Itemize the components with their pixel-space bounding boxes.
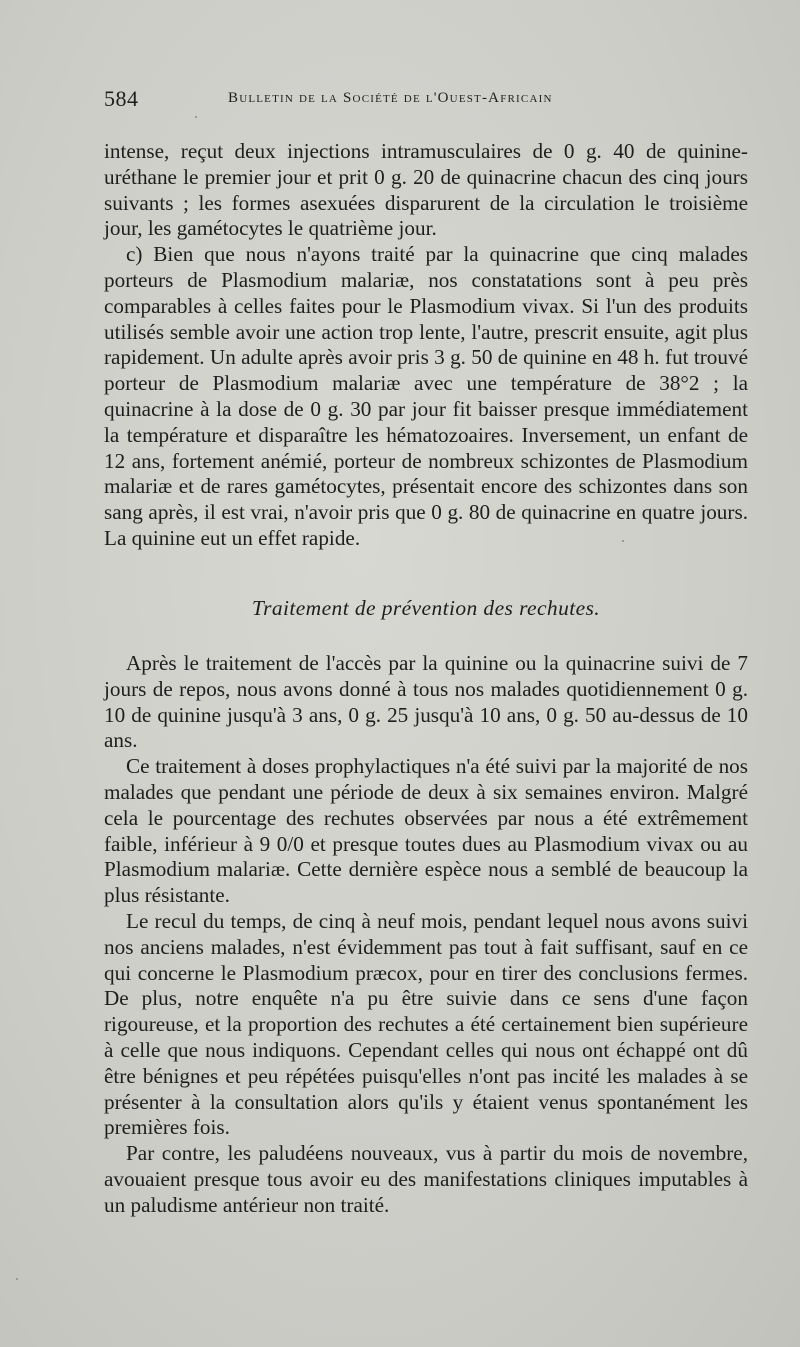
paragraph-treatment-after-access: Après le traitement de l'accès par la quinine ou la quinacrine suivi de 7 jours de repos, nous avons donné à tous nos malades quotidiennement 0 g. 10 de quinine jusqu'à 3 ans, 0 g. 25 jusqu'à 10 ans, 0 g. 50 au-dessus de 10 ans. — [104, 651, 748, 753]
paragraph-prophylactic-doses: Ce traitement à doses prophylactiques n'a été suivi par la majorité de nos malades que pendant une période de deux à six semaines environ. Malgré cela le pourcentage des rechutes observées par nous a été extrêmement faible, inférieur à 9 0/0 et presque toutes dues au Plasmodium vivax ou au Plasmodium malariæ. Cette dernière espèce nous a semblé de beaucoup la plus résistante. — [104, 754, 748, 908]
body-text-bottom — [104, 651, 748, 1219]
page-number: 584 — [104, 86, 139, 111]
paragraph-continued: intense, reçut deux injections intramusculaires de 0 g. 40 de quinine-uréthane le premier jour et prit 0 g. 20 de quinacrine chacun des cinq jours suivants ; les formes asexuées disparurent de la circulation le troisième jour, les gamétocytes le quatrième jour. — [104, 139, 748, 241]
paragraph-new-patients: Par contre, les paludéens nouveaux, vus à partir du mois de novembre, avouaient presque tous avoir eu des manifestations cliniques imputables à un paludisme antérieur non traité. — [104, 1141, 748, 1217]
journal-title: Bulletin de la Société de l'Ouest-Africain — [228, 90, 553, 106]
section-heading: Traitement de prévention des rechutes. — [251, 596, 601, 620]
paper-speck — [622, 540, 624, 542]
paragraph-c-plasmodium-malariae: c) Bien que nous n'ayons traité par la quinacrine que cinq malades porteurs de Plasmodium malariæ, nos constatations sont à peu près comparables à celles faites pour le Plasmodium vivax. Si l'un des produits utilisés semble avoir une action trop lente, l'autre, prescrit ensuite, agit plus rapidement. Un adulte après avoir pris 3 g. 50 de quinine en 48 h. fut trouvé porteur de Plasmodium malariæ avec une température de 38°2 ; la quinacrine à la dose de 0 g. 30 par jour fit baisser presque immédiatement la température et disparaître les hématozoaires. Inversement, un enfant de 12 ans, fortement anémié, porteur de nombreux schizontes de Plasmodium malariæ et de rares gamétocytes, présentait encore des schizontes dans son sang après, il est vrai, n'avoir pris que 0 g. 80 de quinacrine en quatre jours. La quinine eut un effet rapide. — [104, 242, 748, 550]
running-head — [104, 86, 744, 114]
paper-speck — [195, 116, 197, 118]
paper-speck — [16, 1278, 18, 1280]
paragraph-follow-up-period: Le recul du temps, de cinq à neuf mois, pendant lequel nous avons suivi nos anciens malades, n'est évidemment pas tout à fait suffisant, sauf en ce qui concerne le Plasmodium præcox, pour en tirer des conclusions fermes. De plus, notre enquête n'a pu être suivie dans ce sens d'une façon rigoureuse, et la proportion des rechutes a été certainement bien supérieure à celle que nous indiquons. Cependant celles qui nous ont échappé ont dû être bénignes et peu répétées puisqu'elles n'ont pas incité les malades à se présenter à la consultation alors qu'ils y étaient venus spontanément les premières fois. — [104, 908, 748, 1140]
body-text-top — [104, 139, 748, 552]
